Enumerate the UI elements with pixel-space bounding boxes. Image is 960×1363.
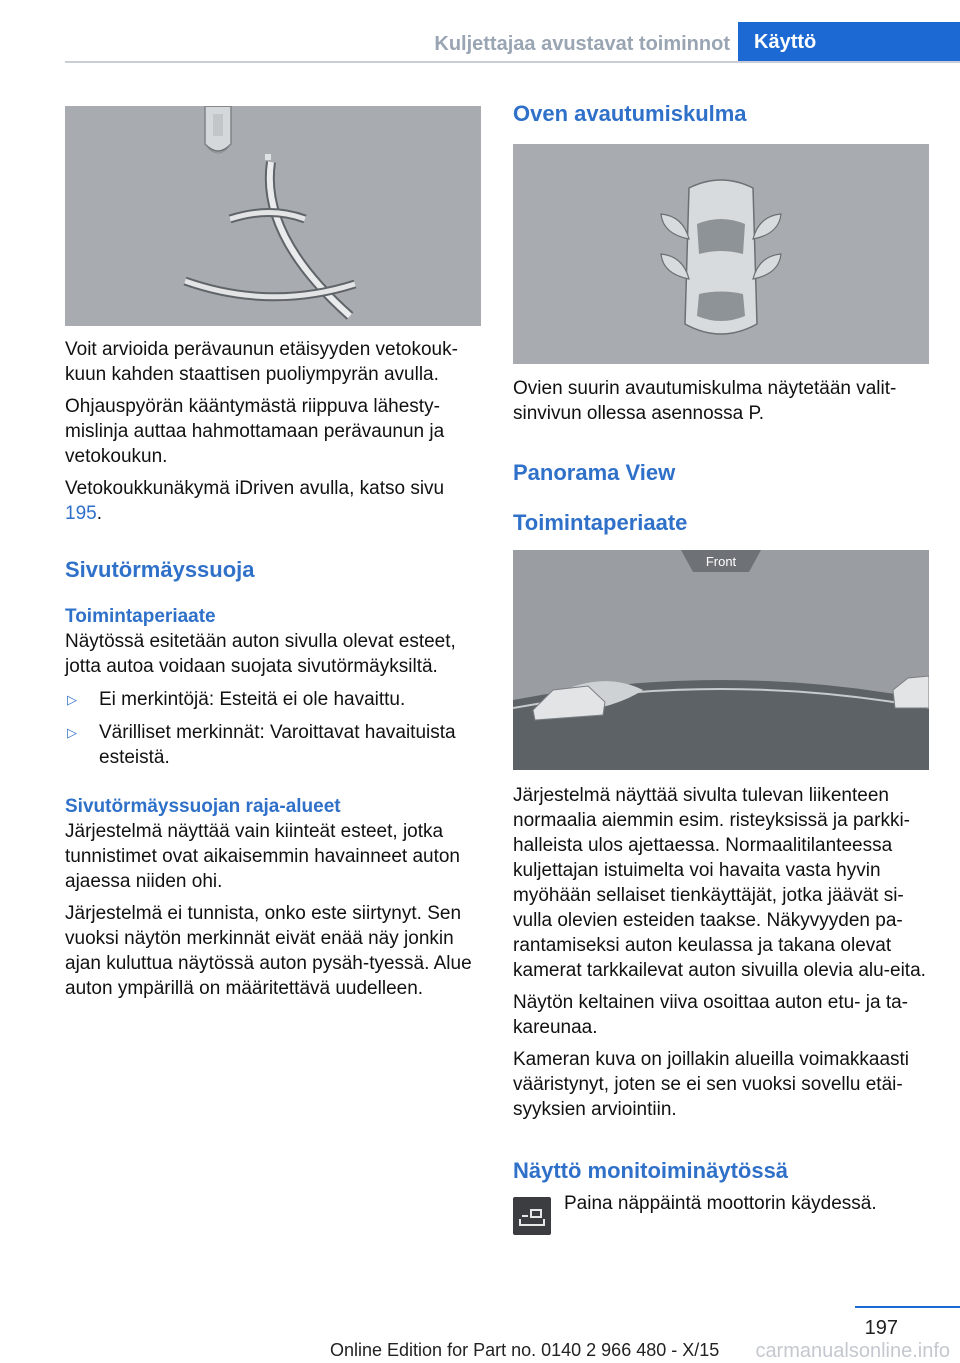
triangle-bullet-icon: ▷: [67, 725, 77, 740]
button-instruction: [513, 1191, 929, 1235]
door-angle-paragraph: Ovien suurin avautumiskulma näytetään valit-sinvivun ollessa asennossa P.: [513, 378, 897, 424]
left-column: [65, 106, 481, 1001]
page-link-195[interactable]: 195: [65, 503, 97, 524]
side-obstacle-paragraph: Näytössä esitetään auton sivulla olevat esteet, jotta autoa voidaan suojata sivutörmäyksiltä.: [65, 631, 456, 677]
side-collision-heading: Sivutörmäyssuoja: [65, 557, 255, 582]
list-item-text: Värilliset merkinnät: Varoittavat havaituista esteistä.: [99, 722, 456, 768]
fixed-obstacles-paragraph: Järjestelmä näyttää vain kiinteät esteet, jotka tunnistimet ovat aikaisemmin havainneet auton ajaessa niiden ohi.: [65, 821, 461, 892]
panorama-button-icon: [513, 1197, 551, 1235]
running-header-chapter: Käyttö: [738, 22, 960, 63]
limits-heading: Sivutörmäyssuojan raja-alueet: [65, 796, 341, 817]
panorama-heading: Panorama View: [513, 460, 676, 485]
trailer-hitch-view-figure: [65, 106, 481, 326]
panorama-view-figure: [513, 550, 929, 770]
reference-end: .: [96, 503, 102, 524]
list-item-text: Ei merkintöjä: Esteitä ei ole havaittu.: [99, 689, 406, 710]
obstacle-movement-paragraph: Järjestelmä ei tunnista, onko este siirtynyt. Sen vuoksi näytön merkinnät eivät enää näy jonkin ajan kuluttua näytössä auton pysäh-tyessä. Alue auton ympärillä on määritettävä uudelleen.: [65, 903, 472, 999]
trailer-hitch-view-illustration: [65, 106, 481, 326]
footer-edition: Online Edition for Part no. 0140 2 966 480 - X/15: [330, 1340, 720, 1360]
panorama-view-illustration: [513, 550, 929, 770]
principle-heading-left: Toimintaperiaate: [65, 606, 216, 627]
list-item: [65, 687, 481, 712]
multifunction-display-heading: Näyttö monitoiminäytössä: [513, 1158, 789, 1183]
front-camera-label: Front: [705, 554, 737, 569]
watermark: carmanualsonline.info: [755, 1340, 950, 1362]
footer-rule: [855, 1306, 960, 1308]
principle-heading-right: Toimintaperiaate: [513, 510, 688, 535]
distortion-paragraph: Kameran kuva on joillakin alueilla voimakkaasti vääristynyt, joten se ei sen vuoksi sovellu etäi-syyksien arviointiin.: [513, 1049, 910, 1120]
reference-text: Vetokoukkunäkymä iDriven avulla, katso sivu: [65, 478, 445, 499]
right-column: [513, 100, 929, 1235]
trailer-distance-paragraph: Voit arvioida perävaunun etäisyyden vetokouk-kuun kahden staattisen puoliympyrän avulla.: [65, 339, 458, 385]
door-opening-angle-figure: [513, 144, 929, 364]
door-angle-heading: Oven avautumiskulma: [513, 101, 747, 126]
panorama-description-paragraph: Järjestelmä näyttää sivulta tulevan liikenteen normaalia aiemmin esim. risteyksissä ja parkki-halleista ulos ajettaessa. Normaalitilanteessa kuljettajan istuimelta voi havaita vasta hyvin myöhään sellaiset tienkäyttäjät, jotka jäävät si-vulla olevien esteiden taakse. Näkyvyyden pa-rantamiseksi auton keulassa ja takana olevat kamerat tarkkailevat auton sivuilla olevia alu-eita.: [513, 785, 926, 981]
header-rule: [65, 61, 960, 63]
approach-line-paragraph: Ohjauspyörän kääntymästä riippuva lähesty-mislinja auttaa hahmottamaan perävaunun ja vetokoukun.: [65, 396, 445, 467]
yellow-line-paragraph: Näytön keltainen viiva osoittaa auton etu- ja ta-kareunaa.: [513, 992, 909, 1038]
press-button-paragraph: Paina näppäintä moottorin käydessä.: [564, 1193, 877, 1214]
door-opening-illustration: [513, 144, 929, 364]
page-number: 197: [864, 1317, 898, 1339]
list-item: [65, 720, 481, 770]
idrive-reference-paragraph: [65, 476, 481, 526]
running-header-section: Kuljettajaa avustavat toiminnot: [434, 33, 730, 55]
marking-list: [65, 687, 481, 770]
triangle-bullet-icon: ▷: [67, 692, 77, 707]
